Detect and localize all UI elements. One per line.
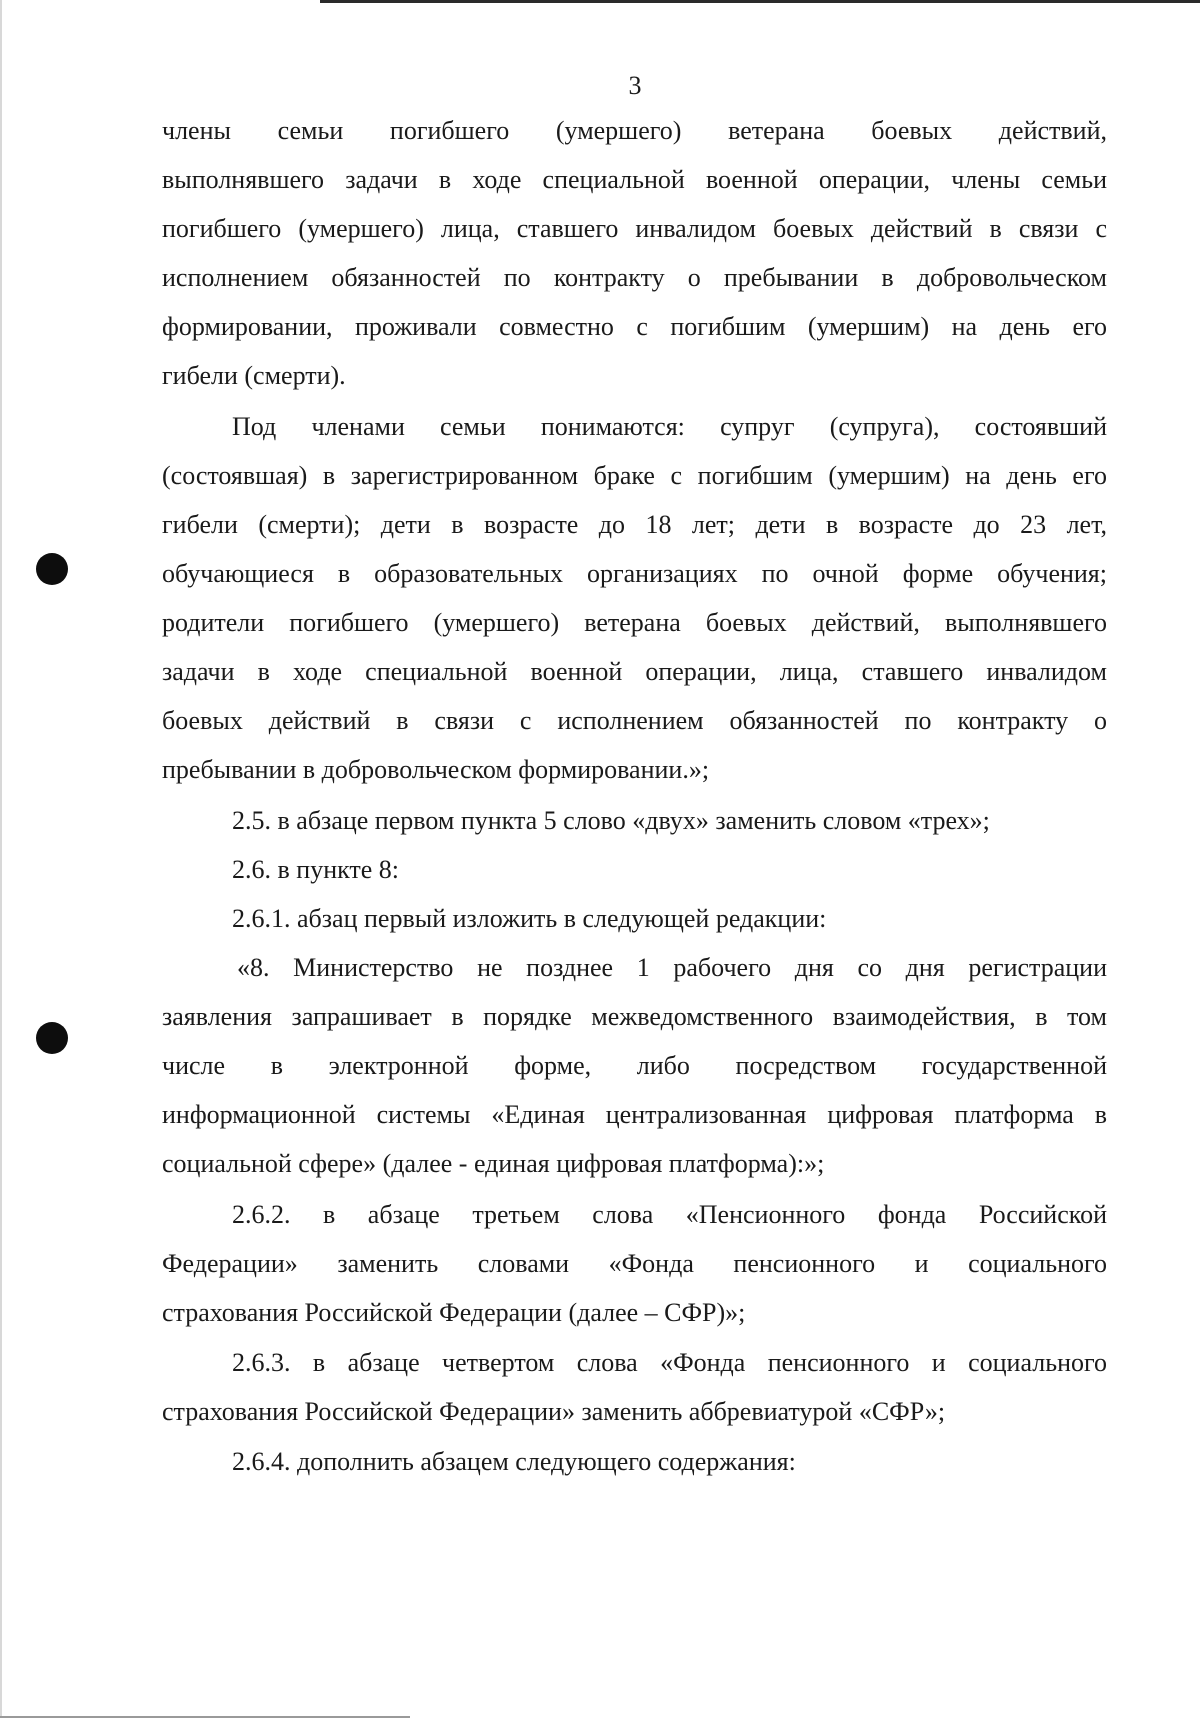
paragraph-item-2-6-1 <box>162 894 1107 943</box>
text-line: страхования Российской Федерации» заменить аббревиатурой «СФР»; <box>162 1397 946 1426</box>
text-line: информационной системы «Единая централизованная цифровая платформа в <box>162 1100 1107 1129</box>
paragraph-quoted-item-8 <box>162 943 1107 1188</box>
text-line: погибшего (умершего) лица, ставшего инвалидом боевых действий в связи с <box>162 214 1107 243</box>
text-line: Под членами семьи понимаются: супруг (супруга), состоявший <box>232 412 1107 441</box>
text-line: 2.6. в пункте 8: <box>232 855 400 884</box>
paragraph-item-2-5 <box>162 796 1107 845</box>
paragraph-item-2-6 <box>162 845 1107 894</box>
paragraph-item-2-6-2 <box>162 1190 1107 1337</box>
text-line: 2.6.4. дополнить абзацем следующего содержания: <box>232 1447 796 1476</box>
paragraph-item-2-6-4 <box>162 1437 1107 1486</box>
text-line: обучающиеся в образовательных организациях по очной форме обучения; <box>162 559 1107 588</box>
text-line: члены семьи погибшего (умершего) ветерана боевых действий, <box>162 116 1107 145</box>
text-line: 2.5. в абзаце первом пункта 5 слово «двух» заменить словом «трех»; <box>232 806 990 835</box>
text-line: выполнявшего задачи в ходе специальной военной операции, члены семьи <box>162 165 1107 194</box>
text-line: (состоявшая) в зарегистрированном браке с погибшим (умершим) на день его <box>162 461 1107 490</box>
text-line: боевых действий в связи с исполнением обязанностей по контракту о <box>162 706 1107 735</box>
text-line: Федерации» заменить словами «Фонда пенсионного и социального <box>162 1249 1107 1278</box>
text-line: страхования Российской Федерации (далее – СФР)»; <box>162 1298 746 1327</box>
scan-left-border <box>0 0 2 1718</box>
paragraph-item-2-6-3 <box>162 1338 1107 1436</box>
text-line: заявления запрашивает в порядке межведомственного взаимодействия, в том <box>162 1002 1107 1031</box>
text-line: формировании, проживали совместно с погибшим (умершим) на день его <box>162 312 1107 341</box>
text-line: 2.6.1. абзац первый изложить в следующей редакции: <box>232 904 827 933</box>
text-line: исполнением обязанностей по контракту о пребывании в добровольческом <box>162 263 1107 292</box>
text-line: гибели (смерти); дети в возрасте до 18 лет; дети в возрасте до 23 лет, <box>162 510 1107 539</box>
text-line: задачи в ходе специальной военной операции, лица, ставшего инвалидом <box>162 657 1107 686</box>
punch-hole-icon <box>36 553 68 585</box>
text-line: 2.6.2. в абзаце третьем слова «Пенсионного фонда Российской <box>232 1200 1107 1229</box>
text-line: 2.6.3. в абзаце четвертом слова «Фонда пенсионного и социального <box>232 1348 1107 1377</box>
text-line: социальной сфере» (далее - единая цифровая платформа):»; <box>162 1149 825 1178</box>
punch-hole-icon <box>36 1022 68 1054</box>
text-line: родители погибшего (умершего) ветерана боевых действий, выполнявшего <box>162 608 1107 637</box>
page-number: 3 <box>628 71 642 100</box>
text-line: гибели (смерти). <box>162 361 346 390</box>
paragraph-family-definition <box>162 402 1107 794</box>
paragraph-continuation <box>162 106 1107 400</box>
text-line: пребывании в добровольческом формировании.»; <box>162 755 710 784</box>
text-line: числе в электронной форме, либо посредством государственной <box>162 1051 1107 1080</box>
text-line: «8. Министерство не позднее 1 рабочего дня со дня регистрации <box>237 953 1107 982</box>
scan-top-border <box>320 0 1200 3</box>
